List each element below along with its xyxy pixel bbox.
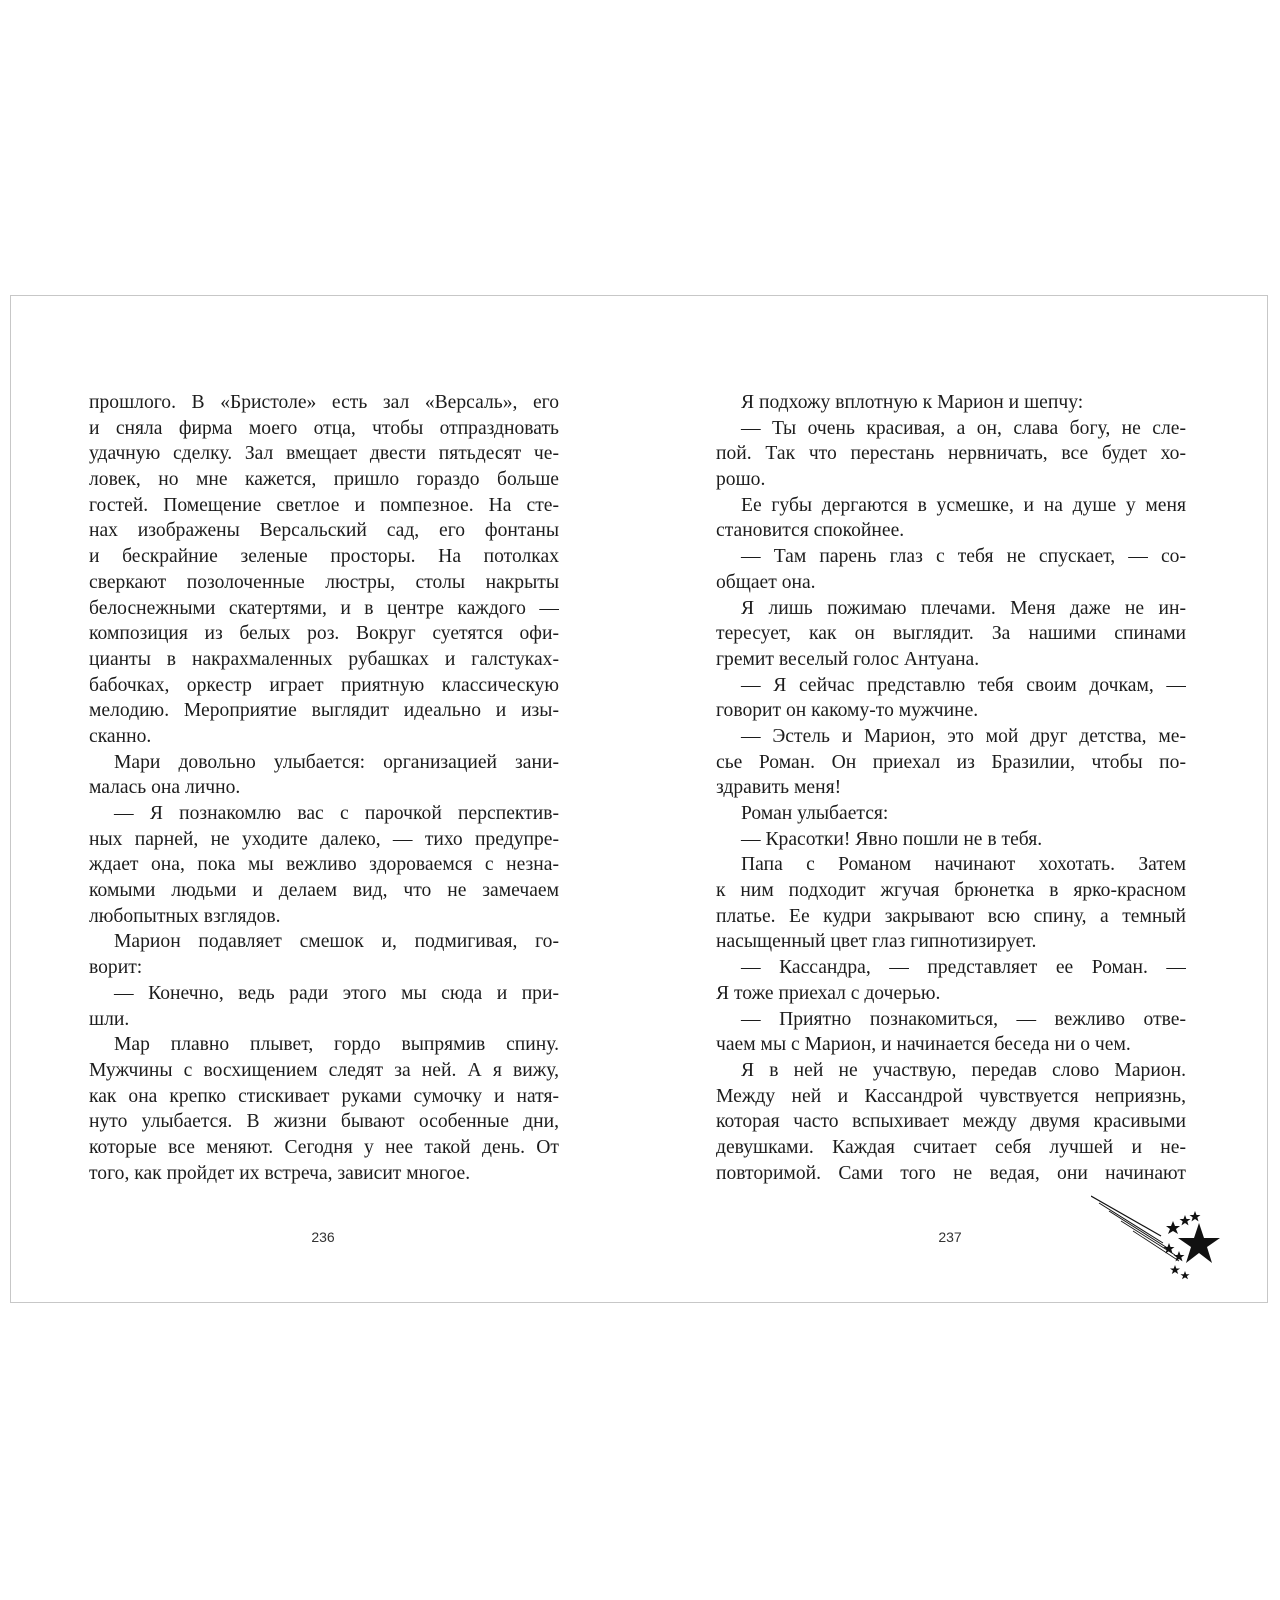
right-page-line: становится спокойнее. — [716, 520, 905, 542]
left-page-line: Мар плавно плывет, гордо выпрямив спину. — [114, 1034, 559, 1056]
left-page-line: белоснежными скатертями, и в центре каждого — — [89, 597, 559, 619]
right-page-line: — Кассандра, — представляет ее Роман. — — [741, 957, 1186, 979]
left-page-number: 236 — [311, 1229, 335, 1245]
left-page-line: того, как пройдет их встреча, зависит многое. — [89, 1162, 471, 1184]
book-spread — [10, 295, 1268, 1303]
right-page-line: — Красотки! Явно пошли не в тебя. — [741, 828, 1043, 850]
left-page-line: как она крепко стискивает руками сумочку и натя- — [89, 1085, 559, 1107]
shooting-stars-icon — [1091, 1191, 1231, 1281]
left-page-line: шли. — [89, 1008, 130, 1030]
left-page-line: ворит: — [89, 957, 143, 979]
right-page-text — [716, 390, 1186, 1186]
left-page-line: удачную сделку. Зал вмещает двести пятьдесят че- — [89, 443, 559, 465]
left-page-line: Мари довольно улыбается: организацией зани- — [114, 751, 559, 773]
right-page-line: Я подхожу вплотную к Марион и шепчу: — [741, 392, 1084, 413]
right-page-line: — Эстель и Марион, это мой друг детства, ме- — [741, 725, 1186, 747]
right-page-number: 237 — [938, 1229, 962, 1245]
left-page-line: ловек, но мне кажется, пришло гораздо больше — [89, 469, 559, 491]
right-page-line: насыщенный цвет глаз гипнотизирует. — [716, 931, 1037, 953]
left-page-line: сканно. — [89, 725, 152, 747]
right-page-line: тересует, как он выглядит. За нашими спинами — [716, 623, 1186, 645]
right-page-line: к ним подходит жгучая брюнетка в ярко-красном — [716, 880, 1186, 902]
left-page-line: цианты в накрахмаленных рубашках и галстуках- — [89, 648, 559, 670]
left-page-line: Марион подавляет смешок и, подмигивая, го- — [114, 931, 559, 953]
right-page-line: — Я сейчас представлю тебя своим дочкам, — — [741, 674, 1186, 696]
right-page-line: Ее губы дергаются в усмешке, и на душе у меня — [741, 494, 1186, 516]
left-page-line: мелодию. Мероприятие выглядит идеально и изы- — [89, 700, 559, 722]
left-page-line: малась она лично. — [89, 777, 241, 799]
right-page-line: Роман улыбается: — [741, 803, 889, 824]
left-page-line: ждает она, пока мы вежливо здороваемся с незна- — [89, 854, 559, 876]
left-page-line: гостей. Помещение светлое и помпезное. На сте- — [89, 494, 559, 516]
left-page-line: — Я познакомлю вас с парочкой перспектив- — [114, 803, 559, 824]
right-page-line: гремит веселый голос Антуана. — [716, 648, 980, 670]
right-page-line: Я в ней не участвую, передав слово Марион. — [741, 1059, 1186, 1081]
right-page-line: сье Роман. Он приехал из Бразилии, чтобы по- — [716, 751, 1186, 773]
left-page-line: Мужчины с восхищением следят за ней. А я вижу, — [89, 1059, 559, 1081]
left-page-line: нах изображены Версальский сад, его фонтаны — [89, 520, 559, 542]
left-page-line: нуто улыбается. В жизни бывают особенные дни, — [89, 1111, 559, 1133]
left-page-line: прошлого. В «Бристоле» есть зал «Версаль», его — [89, 392, 559, 413]
right-page-line: девушками. Каждая считает себя лучшей и не- — [716, 1136, 1186, 1158]
left-page-line: композиция из белых роз. Вокруг суетятся офи- — [89, 623, 559, 645]
right-page-line: повторимой. Сами того не ведая, они начинают — [716, 1162, 1186, 1184]
left-page-line: которые все меняют. Сегодня у нее такой день. От — [89, 1136, 559, 1158]
right-page-line: рошо. — [716, 469, 766, 491]
left-page-line: ных парней, не уходите далеко, — тихо предупре- — [89, 828, 559, 850]
left-page-line: и сняла фирма моего отца, чтобы отпраздновать — [89, 417, 559, 439]
right-page-line: Я тоже приехал с дочерью. — [716, 982, 941, 1004]
right-page-line: — Приятно познакомиться, — вежливо отве- — [741, 1008, 1186, 1030]
right-page-line: Между ней и Кассандрой чувствуется неприязнь, — [716, 1085, 1186, 1107]
right-page-line: — Ты очень красивая, а он, слава богу, не сле- — [741, 417, 1186, 439]
left-page-text — [89, 390, 559, 1186]
left-page-line: — Конечно, ведь ради этого мы сюда и при- — [114, 982, 559, 1004]
right-page-line: платье. Ее кудри закрывают всю спину, а темный — [716, 905, 1186, 927]
right-page-line: общает она. — [716, 571, 816, 593]
left-page-line: и бескрайние зеленые просторы. На потолках — [89, 546, 559, 568]
left-page-line: сверкают позолоченные люстры, столы накрыты — [89, 571, 559, 593]
right-page-line: говорит он какому-то мужчине. — [716, 700, 979, 722]
right-page-line: Папа с Романом начинают хохотать. Затем — [741, 854, 1186, 876]
right-page-line: здравить меня! — [716, 777, 842, 799]
right-page-line: — Там парень глаз с тебя не спускает, — со- — [741, 546, 1186, 568]
left-page-line: комыми людьми и делаем вид, что не замечаем — [89, 880, 559, 902]
left-page-line: бабочках, оркестр играет приятную классическую — [89, 674, 559, 696]
right-page-line: которая часто вспыхивает между двумя красивыми — [716, 1111, 1186, 1133]
right-page-line: Я лишь пожимаю плечами. Меня даже не ин- — [741, 597, 1186, 619]
left-page-line: любопытных взглядов. — [89, 905, 281, 927]
right-page-line: чаем мы с Марион, и начинается беседа ни о чем. — [716, 1034, 1131, 1056]
right-page-line: пой. Так что перестань нервничать, все будет хо- — [716, 443, 1186, 465]
